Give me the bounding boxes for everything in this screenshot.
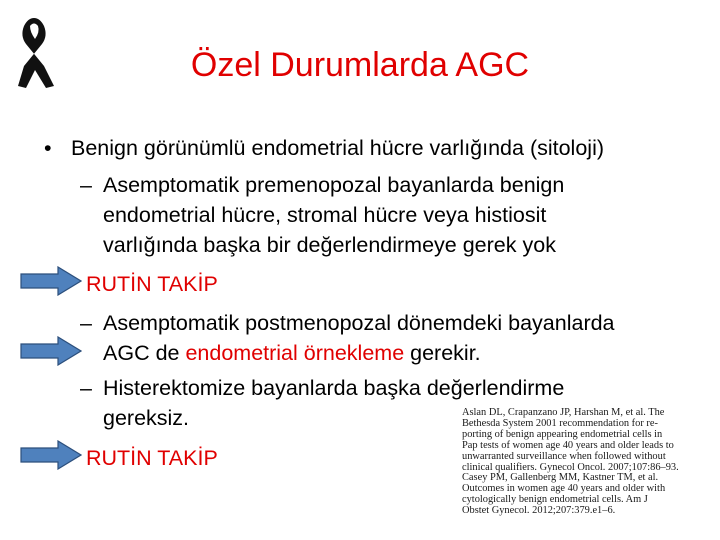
right-arrow-icon: [20, 336, 82, 366]
rutin-takip-label-2: RUTİN TAKİP: [86, 446, 218, 470]
sub1-line1: Asemptomatik premenopozal bayanlarda benign: [103, 173, 565, 197]
slide-title: Özel Durumlarda AGC: [190, 46, 530, 84]
bullet-benign-cells: Benign görünümlü endometrial hücre varlığında (sitoloji): [71, 136, 605, 160]
dash-2: –: [80, 311, 92, 335]
right-arrow-icon: [20, 440, 82, 470]
reference-line: cytologically benign endometrial cells. Am J: [462, 494, 648, 506]
reference-line: unwarranted surveillance when followed without: [462, 450, 666, 462]
sub3-line1: Histerektomize bayanlarda başka değerlendirme: [103, 376, 565, 400]
reference-line: Aslan DL, Crapanzano JP, Harshan M, et al. The: [462, 408, 665, 418]
right-arrow-icon: [20, 266, 82, 296]
sub2-line2: [103, 338, 481, 368]
reference-line: Pap tests of women age 40 years and older leads to: [462, 439, 674, 451]
sub3-line2: gereksiz.: [103, 406, 190, 430]
sub2-line1: Asemptomatik postmenopozal dönemdeki bayanlarda: [103, 311, 615, 335]
sub1-line3: varlığında başka bir değerlendirmeye gerek yok: [103, 233, 556, 257]
endometrial-sampling-highlight: endometrial örnekleme: [185, 341, 405, 365]
sub1-line2: endometrial hücre, stromal hücre veya histiosit: [103, 203, 547, 227]
reference-line: porting of benign appearing endometrial cells in: [462, 428, 663, 440]
dash-1: –: [80, 173, 92, 197]
reference-line: clinical qualifiers. Gynecol Oncol. 2007;107:86–93.: [462, 461, 679, 473]
sub2-line2-end: gerekir.: [404, 341, 481, 365]
dash-3: –: [80, 376, 92, 400]
reference-line: Outcomes in women age 40 years and older with: [462, 483, 666, 495]
rutin-takip-label-1: RUTİN TAKİP: [86, 272, 218, 296]
reference-citation: [462, 408, 720, 540]
reference-line: Bethesda System 2001 recommendation for re-: [462, 417, 658, 429]
reference-line: Casey PM, Gallenberg MM, Kastner TM, et al.: [462, 472, 659, 484]
reference-line: Obstet Gynecol. 2012;207:379.e1–6.: [462, 505, 616, 517]
bullet-dot: •: [44, 136, 52, 160]
sub2-line2-start: AGC de: [103, 341, 186, 365]
